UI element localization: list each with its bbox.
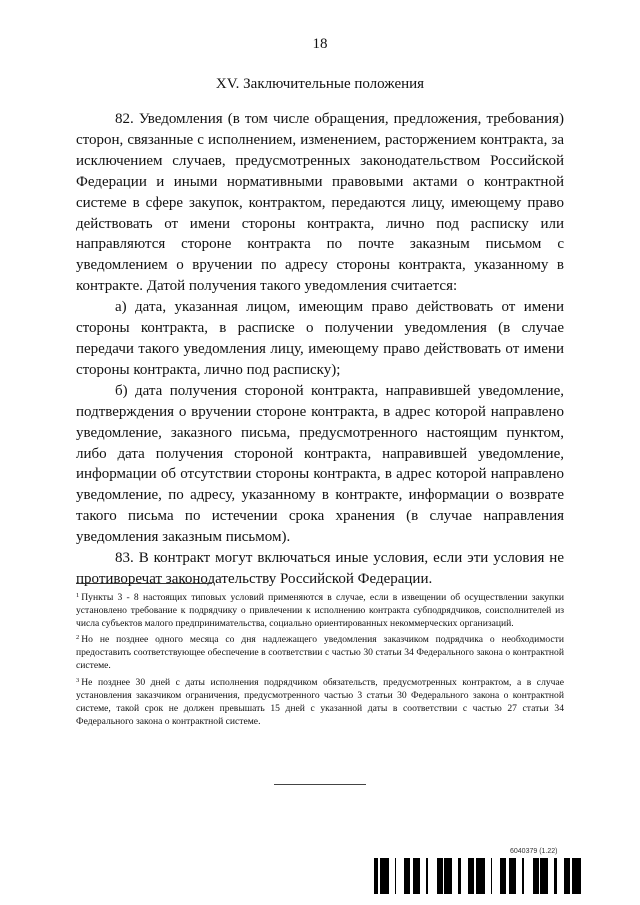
footnote-text: Но не позднее одного месяца со дня надлежащего уведомления заказчиком подрядчика о необходимости предоставить соответствующее обеспечение в соответствии с частью 30 статьи 34 Федерального закона о контрактной системе. bbox=[76, 634, 564, 672]
barcode-image bbox=[374, 858, 586, 894]
barcode-label: 6040379 (1.22) bbox=[510, 848, 558, 855]
paragraph-82: 82. Уведомления (в том числе обращения, предложения, требования) сторон, связанные с исполнением, изменением, расторжением контракта, за исключением случаев, предусмотренных законодательством Российской Федерации и иными нормативными правовыми актами о контрактной системе в сфере закупок, контрактом, передаются лицу, имеющему право действовать от имени стороны контракта, лично под расписку или направляются стороне контракта по почте заказным письмом с уведомлением о вручении по адресу стороны контракта, указанному в контракте. Датой получения такого уведомления считается: bbox=[76, 111, 564, 295]
paragraph-82-b: б) дата получения стороной контракта, направившей уведомление, подтверждения о вручении стороне контракта, в адрес которой направлено уведомление, заказного письма, предусмотренного настоящим пунктом, либо дата получения стороной контракта, направившей уведомление, информации об отсутствии стороны контракта, в адрес которой направлено уведомление, по адресу, указанному в контракте, информации о возврате такого письма по истечении срока хранения (в случае направления уведомления заказным письмом). bbox=[76, 382, 564, 546]
paragraph-82-a: а) дата, указанная лицом, имеющим право действовать от имени стороны контракта, в расписке о получении уведомления (в случае передачи такого уведомления лицу, имеющему право действовать от имени стороны контракта, лично под расписку); bbox=[76, 299, 564, 378]
footnote-mark: 2 bbox=[76, 634, 80, 642]
page-number: 18 bbox=[312, 36, 328, 52]
document-body bbox=[76, 109, 564, 590]
footnote-mark: 1 bbox=[76, 592, 80, 599]
footnotes bbox=[76, 589, 564, 729]
footnote-2 bbox=[76, 631, 564, 672]
footnote-text: Не позднее 30 дней с даты исполнения подрядчиком обязательств, предусмотренных контрактом, а в случае установления заказчиком ограничения, предусмотренного частью 3 статьи 30 Федерального закона о контрактной системе, такой срок не должен превышать 15 дней с указанной даты в соответствии с частью 27 статьи 34 Федерального закона о контрактной системе. bbox=[76, 676, 564, 727]
footnote-3 bbox=[76, 674, 564, 728]
footnote-mark: 3 bbox=[76, 676, 80, 684]
footnote-separator bbox=[76, 583, 212, 584]
footnote-1 bbox=[76, 589, 564, 630]
page-end-line bbox=[274, 784, 366, 785]
footnote-text: Пункты 3 - 8 настоящих типовых условий применяются в случае, если в извещении об осуществлении закупки установлено требование к подрядчику о привлечении к исполнению контракта субподрядчиков, соисполнителей из числа субъектов малого предпринимательства, социально ориентированных некоммерческих организаций. bbox=[76, 592, 564, 630]
section-title: XV. Заключительные положения bbox=[215, 76, 425, 92]
paragraph-83: 83. В контракт могут включаться иные условия, если эти условия не противоречат законодательству Российской Федерации. bbox=[76, 550, 564, 587]
